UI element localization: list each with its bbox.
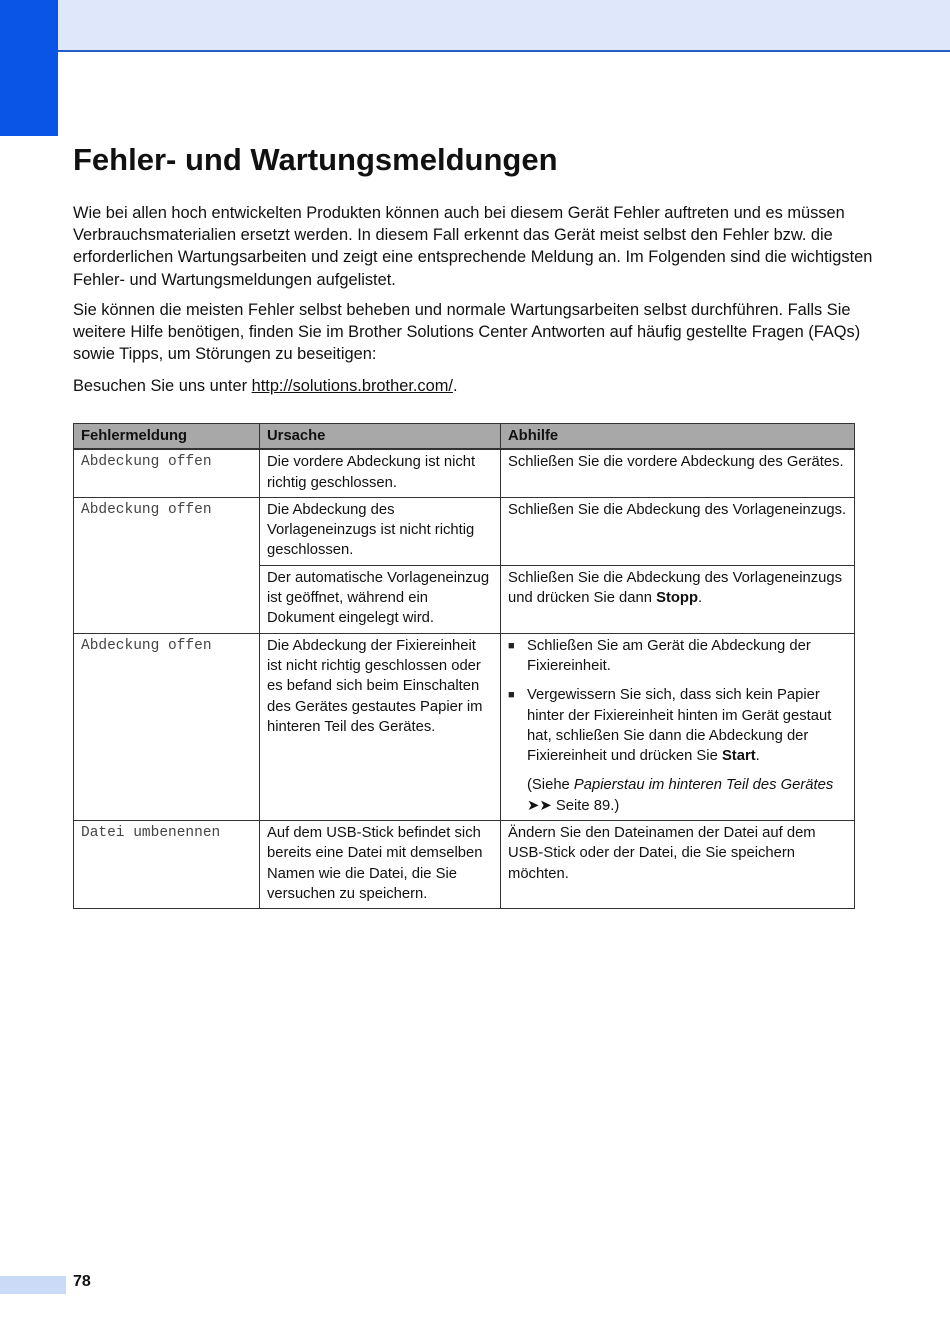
- table-row: [74, 449, 855, 497]
- cause-cell: Die Abdeckung der Fixiereinheit ist nicht richtig geschlossen oder es befand sich beim Einschalten des Gerätes gestautes Papier im hinteren Teil des Gerätes.: [260, 633, 501, 820]
- header-abhilfe: Abhilfe: [501, 424, 855, 450]
- table-row: [74, 633, 855, 820]
- bullet-text-main: Vergewissern Sie sich, dass sich kein Papier hinter der Fixiereinheit hinten im Gerät gestaut hat, schließen Sie dann die Abdeckung der Fixiereinheit und drücken Sie: [527, 687, 832, 765]
- visit-prefix: Besuchen Sie uns unter: [73, 377, 252, 395]
- header-band: [0, 0, 950, 52]
- cause-cell: Die Abdeckung des Vorlageneinzugs ist nicht richtig geschlossen.: [260, 497, 501, 565]
- intro-paragraph: Wie bei allen hoch entwickelten Produkten können auch bei diesem Gerät Fehler auftreten und es müssen Verbrauchsmaterialien ersetzt werden. In diesem Fall erkennt das Gerät meist selbst den Fehler bzw. die erforderlichen Wartungsarbeiten und zeigt eine entsprechende Meldung an. Im Folgenden sind die wichtigsten Fehler- und Wartungsmeldungen aufgelistet.: [73, 204, 873, 289]
- remedy-cell: Schließen Sie die Abdeckung des Vorlageneinzugs.: [501, 497, 855, 565]
- error-messages-table: [73, 423, 855, 909]
- note-prefix: (Siehe: [527, 777, 574, 794]
- remedy-cell: [501, 633, 855, 820]
- cross-reference-title[interactable]: Papierstau im hinteren Teil des Gerätes: [573, 777, 834, 794]
- remedy-cell: Schließen Sie die vordere Abdeckung des Gerätes.: [501, 449, 855, 497]
- error-message-cell: Datei umbenennen: [74, 821, 260, 909]
- error-message-cell: Abdeckung offen: [74, 633, 260, 820]
- bullet-suffix: .: [755, 748, 760, 765]
- remedy-text: Schließen Sie die Abdeckung des Vorlageneinzugs und drücken Sie dann: [508, 569, 842, 607]
- square-bullet-icon: ■: [508, 689, 515, 702]
- solutions-center-link[interactable]: http://solutions.brother.com/: [251, 377, 453, 395]
- visit-paragraph: [73, 375, 873, 397]
- bullet-text: Schließen Sie am Gerät die Abdeckung der Fixiereinheit.: [527, 637, 811, 674]
- table-row: [74, 821, 855, 909]
- page-number-strip: [0, 1276, 66, 1294]
- table-row: [74, 497, 855, 565]
- help-paragraph: Sie können die meisten Fehler selbst beheben und normale Wartungsarbeiten selbst durchführen. Falls Sie weitere Hilfe benötigen, finden Sie im Brother Solutions Center Antworten auf häufig gestellte Fragen (FAQs) sowie Tipps, um Störungen zu beseitigen:: [73, 301, 861, 364]
- remedy-suffix: .: [698, 590, 703, 607]
- remedy-cell: Ändern Sie den Dateinamen der Datei auf dem USB-Stick oder der Datei, die Sie speichern möchten.: [501, 821, 855, 909]
- note-suffix: Seite 89.): [551, 797, 620, 814]
- cause-cell: Der automatische Vorlageneinzug ist geöffnet, während ein Dokument eingelegt wird.: [260, 565, 501, 633]
- header-ursache: Ursache: [260, 424, 501, 450]
- cross-reference-note: [527, 775, 848, 816]
- remedy-cell: [501, 565, 855, 633]
- double-arrow-icon: ➤➤: [527, 797, 552, 814]
- bullet-text: [527, 685, 848, 766]
- visit-suffix: .: [452, 377, 458, 395]
- error-message-cell: Abdeckung offen: [74, 497, 260, 633]
- cause-cell: Die vordere Abdeckung ist nicht richtig geschlossen.: [260, 449, 501, 497]
- header-fehlermeldung: Fehlermeldung: [74, 424, 260, 450]
- page-title: Fehler- und Wartungsmeldungen: [73, 142, 558, 177]
- page-number: 78: [73, 1273, 91, 1290]
- cause-cell: Auf dem USB-Stick befindet sich bereits eine Datei mit demselben Namen wie die Datei, die Sie versuchen zu speichern.: [260, 821, 501, 909]
- error-message-cell: Abdeckung offen: [74, 449, 260, 497]
- table-header-row: [74, 424, 855, 450]
- stopp-key-label: Stopp: [656, 590, 698, 607]
- remedy-bullet: [508, 685, 848, 766]
- chapter-tab: [0, 0, 58, 136]
- start-key-label: Start: [721, 748, 756, 765]
- square-bullet-icon: ■: [508, 639, 515, 652]
- remedy-bullet: [508, 636, 848, 677]
